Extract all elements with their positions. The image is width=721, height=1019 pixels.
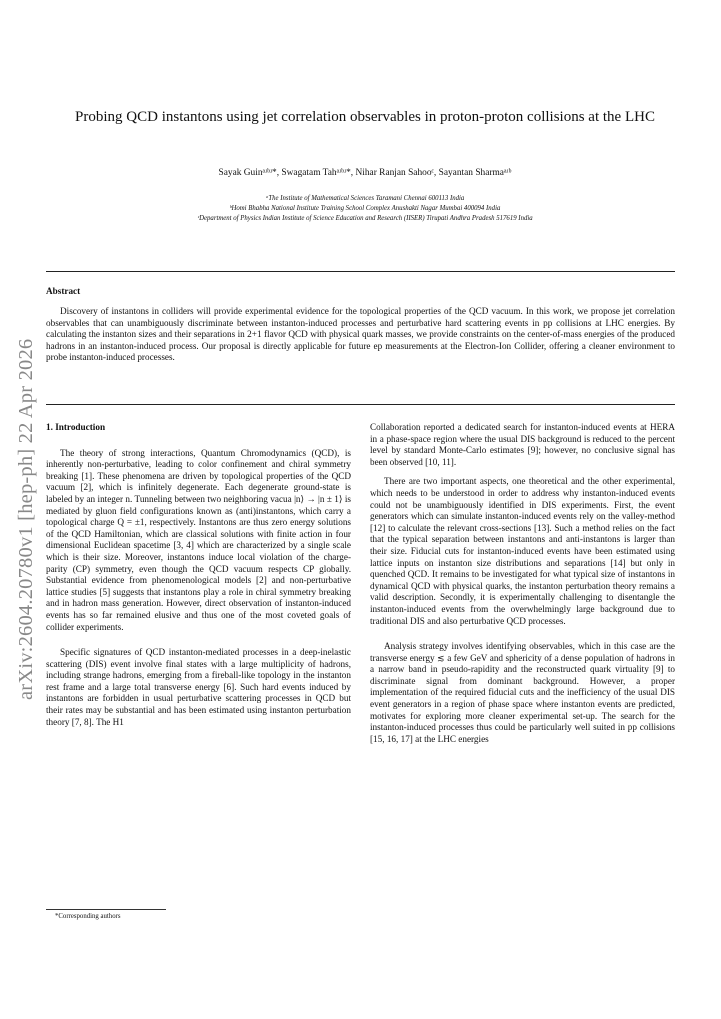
affiliation-b: ᵇHomi Bhabha National Institute Training School Complex Anushakti Nagar Mumbai 400094 India bbox=[229, 205, 501, 212]
paragraph: Collaboration reported a dedicated search for instanton-induced events at HERA in a phase-space region where the usual DIS background is reduced to the percent level by standard Monte-Carlo estimates [9]; however, no conclusive signal has been observed [10, 11]. bbox=[370, 422, 675, 467]
paragraph: Analysis strategy involves identifying observables, which in this case are the transverse energy ≲ a few GeV and sphericity of a dense population of hadrons in a narrow band in pseudo-rapidity and the reconstructed quark virtuality [9] to discriminate signal from dominant background. However, a proper implementation of the required fiducial cuts and the inefficiency of the usual DIS event generators in a region of phase space where instanton events are predicted, motivates for exploring more cleaner experimental set-up. The search for the instanton-induced processes thus could be particularly well suited in pp collisions [15, 16, 17] at the LHC energies bbox=[370, 641, 675, 744]
paragraph: Specific signatures of QCD instanton-mediated processes in a deep-inelastic scattering (DIS) event involve final states with a large multiplicity of hadrons, including strange hadrons, emerging from a fireball-like topology in the instanton rest frame and a large total transverse energy [6]. Such hard events induced by instantons are forbidden in usual perturbative scattering processes in QCD but their rates may be substantial and has been estimated using instanton perturbation theory [7, 8]. The H1 bbox=[46, 647, 351, 727]
footnote: *Corresponding authors bbox=[55, 913, 121, 920]
left-column bbox=[46, 422, 351, 736]
abstract-top-rule bbox=[46, 271, 675, 272]
footnote-rule bbox=[46, 909, 166, 910]
affiliations bbox=[40, 194, 690, 224]
abstract-heading: Abstract bbox=[46, 286, 81, 296]
paragraph: The theory of strong interactions, Quantum Chromodynamics (QCD), is inherently non-perturbative, leading to color confinement and chiral symmetry breaking [1]. These phenomena are driven by topological properties of the QCD vacuum [2], which is infinitely degenerate. Each degenerate ground-state is labeled by an integer n. Tunneling between two neighboring vacua |n⟩ → |n ± 1⟩ is mediated by gluon field configurations known as (anti)instantons, which carry a topological charge Q = ±1, respectively. Instantons are thus zero energy solutions of the QCD Hamiltonian, which are classical solutions with finite action in four dimensional Euclidean spacetime [3, 4] which are characterized by a single scale which is their size. Moreover, instantons induce local violation of the charge-parity (CP) symmetry, even though the QCD vacuum respects CP globally. Substantial evidence from phenomenological models [2] and non-perturbative lattice studies [5] suggests that instantons play a role in chiral symmetry breaking and in hadron mass generation. However, direct observation of instanton-induced events has so far remained elusive and thus one of the most coveted goals of collider experiments. bbox=[46, 447, 351, 632]
author-list: Sayak Guinᵃʴᵇʴ*, Swagatam Tahᵃʴᵇʴ*, Nihar Ranjan Sahooᶜ, Sayantan Sharmaᵃʴᵇ bbox=[218, 168, 512, 178]
affiliation-a: ᵃThe Institute of Mathematical Sciences Taramani Chennai 600113 India bbox=[265, 195, 465, 202]
right-column bbox=[370, 422, 675, 753]
paragraph: There are two important aspects, one theoretical and the other experimental, which needs to be understood in order to address why instanton-induced events could not be unambiguously identified in DIS experiments. First, the event generators which can simulate instanton-induced events rely on the valley-method [12] to calculate the relevant cross-sections [13]. Such a method relies on the fact that the typical separation between instantons and anti-instantons is larger than their size. Fiducial cuts for instanton-induced events have been estimated using lattice inputs on instanton size distributions and separations [14] but only in quenched QCD. It remains to be investigated for what typical size of instantons in dynamical QCD with physical quarks, the instanton perturbation theory remains a valid description. Secondly, it is experimentally challenging to disentangle the instanton-induced events from the overwhelmingly large background due to traditional DIS and also perturbative QCD processes. bbox=[370, 476, 675, 626]
arxiv-watermark: arXiv:2604.20780v1 [hep-ph] 22 Apr 2026 bbox=[15, 338, 37, 700]
paper-title: Probing QCD instantons using jet correlation observables in proton-proton collisions at the LHC bbox=[75, 109, 655, 125]
affiliation-c: ᶜDepartment of Physics Indian Institute of Science Education and Research (IISER) Tirupati Andhra Pradesh 517619 India bbox=[197, 215, 533, 222]
abstract-text: Discovery of instantons in colliders will provide experimental evidence for the topological properties of the QCD vacuum. In this work, we propose jet correlation observables that can unambiguously discriminate between instanton-induced processes and perturbative hard scattering events in pp collisions at LHC energies. By calculating the instanton sizes and their separations in 2+1 flavor QCD with physical quark masses, we provide constraints on the center-of-mass energies of the produced hadrons in an instanton-induced process. Our proposal is directly applicable for future ep measurements at the Electron-Ion Collider, offering a cleaner environment to probe instanton-induced processes. bbox=[46, 306, 675, 363]
section-heading: 1. Introduction bbox=[46, 422, 106, 432]
abstract-bottom-rule bbox=[46, 404, 675, 405]
